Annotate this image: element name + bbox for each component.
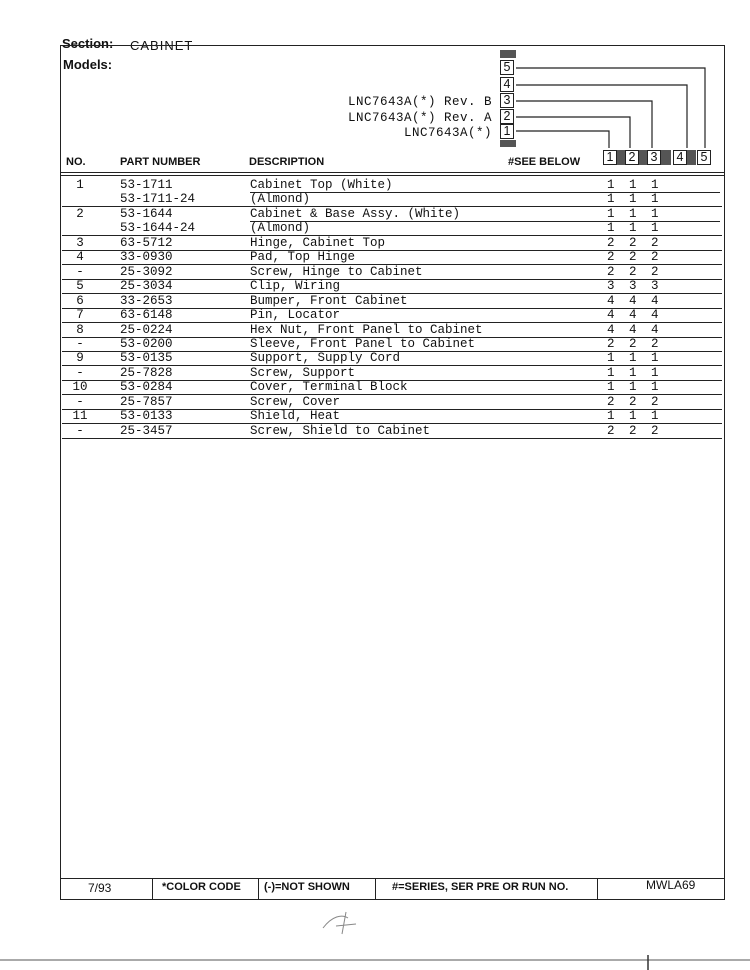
section-value: CABINET (130, 38, 194, 53)
row-qty-model-2: 1 (629, 380, 637, 395)
col-no-header: NO. (66, 156, 86, 168)
row-part-number: 53-0135 (120, 351, 173, 366)
row-description: Hex Nut, Front Panel to Cabinet (250, 322, 483, 337)
row-qty-model-3: 1 (651, 380, 659, 395)
row-qty-model-1: 2 (607, 264, 615, 279)
row-part-number: 33-0930 (120, 250, 173, 265)
model-box-3: 3 (500, 93, 514, 108)
row-qty-model-1: 4 (607, 308, 615, 323)
row-no: 2 (76, 206, 84, 221)
row-no: 5 (76, 279, 84, 294)
col-see-below-header: #SEE BELOW (508, 156, 581, 168)
row-description: Screw, Support (250, 365, 356, 380)
row-qty-model-2: 4 (629, 308, 637, 323)
col-part-header: PART NUMBER (120, 156, 201, 168)
row-no: 8 (76, 322, 84, 337)
row-no: 4 (76, 250, 84, 265)
row-qty-model-1: 4 (607, 322, 615, 337)
model-box-5: 5 (500, 60, 514, 75)
row-qty-model-3: 2 (651, 394, 659, 409)
row-qty-model-3: 4 (651, 293, 659, 308)
row-qty-model-3: 2 (651, 235, 659, 250)
row-description: Cabinet & Base Assy. (White) (250, 206, 461, 221)
row-qty-model-2: 2 (629, 235, 637, 250)
row-qty-model-2: 2 (629, 336, 637, 351)
row-qty-model-1: 1 (607, 178, 615, 192)
row-qty-model-2: 1 (629, 365, 637, 380)
row-qty-model-2: 2 (629, 394, 637, 409)
model-name-rev-b: LNC7643A(*) Rev. B (347, 95, 492, 109)
row-description: Clip, Wiring (250, 279, 341, 294)
row-qty-model-1: 1 (607, 409, 615, 424)
model-col-4: 4 (673, 150, 687, 165)
row-no: 11 (72, 409, 88, 424)
row-qty-model-1: 2 (607, 423, 615, 438)
model-name-base: LNC7643A(*) (403, 126, 492, 140)
row-part-number: 63-6148 (120, 308, 173, 323)
row-no: - (76, 365, 84, 380)
row-qty-model-1: 1 (607, 380, 615, 395)
model-col-5: 5 (697, 150, 711, 165)
row-no: 7 (76, 308, 84, 323)
row-no: - (76, 336, 84, 351)
row-no: 3 (76, 235, 84, 250)
row-part-number: 53-1644 (120, 206, 173, 221)
footer-color-code: *COLOR CODE (162, 881, 241, 893)
row-qty-model-1: 2 (607, 235, 615, 250)
row-qty-model-2: 1 (629, 221, 637, 236)
row-qty-model-3: 2 (651, 423, 659, 438)
row-description: (Almond) (250, 192, 311, 207)
row-qty-model-3: 4 (651, 308, 659, 323)
row-no: 9 (76, 351, 84, 366)
row-qty-model-1: 1 (607, 221, 615, 236)
row-qty-model-1: 2 (607, 394, 615, 409)
row-no: - (76, 423, 84, 438)
row-qty-model-3: 4 (651, 322, 659, 337)
section-label: Section: (62, 36, 114, 51)
row-description: Pad, Top Hinge (250, 250, 356, 265)
row-qty-model-2: 1 (629, 192, 637, 207)
row-qty-model-1: 3 (607, 279, 615, 294)
row-qty-model-1: 1 (607, 365, 615, 380)
row-part-number: 25-3092 (120, 264, 173, 279)
row-qty-model-3: 1 (651, 206, 659, 221)
row-description: Cover, Terminal Block (250, 380, 408, 395)
row-qty-model-1: 4 (607, 293, 615, 308)
row-description: Cabinet Top (White) (250, 178, 393, 192)
row-qty-model-3: 2 (651, 264, 659, 279)
row-qty-model-1: 2 (607, 250, 615, 265)
row-part-number: 53-0284 (120, 380, 173, 395)
col-desc-header: DESCRIPTION (249, 156, 325, 168)
row-qty-model-2: 1 (629, 409, 637, 424)
row-qty-model-3: 1 (651, 192, 659, 207)
row-part-number: 25-7857 (120, 394, 173, 409)
row-description: Hinge, Cabinet Top (250, 235, 386, 250)
row-part-number: 53-1711 (120, 178, 173, 192)
row-no: - (76, 264, 84, 279)
row-description: Bumper, Front Cabinet (250, 293, 408, 308)
row-no: 1 (76, 178, 84, 192)
row-description: Screw, Cover (250, 394, 341, 409)
model-box-4: 4 (500, 77, 514, 92)
model-col-1: 1 (603, 150, 617, 165)
row-qty-model-2: 1 (629, 351, 637, 366)
model-col-3: 3 (647, 150, 661, 165)
row-part-number: 53-1711-24 (120, 192, 196, 207)
footer-doc-number: MWLA69 (646, 878, 696, 892)
row-qty-model-2: 2 (629, 423, 637, 438)
row-part-number: 25-0224 (120, 322, 173, 337)
row-part-number: 53-1644-24 (120, 221, 196, 236)
row-no: 10 (72, 380, 88, 395)
model-box-2: 2 (500, 109, 514, 124)
row-qty-model-1: 2 (607, 336, 615, 351)
row-part-number: 53-0133 (120, 409, 173, 424)
row-part-number: 33-2653 (120, 293, 173, 308)
models-label: Models: (63, 57, 113, 72)
row-qty-model-3: 1 (651, 365, 659, 380)
footer-series-note: #=SERIES, SER PRE OR RUN NO. (392, 881, 569, 893)
row-qty-model-1: 1 (607, 192, 615, 207)
row-description: Sleeve, Front Panel to Cabinet (250, 336, 476, 351)
row-part-number: 25-3457 (120, 423, 173, 438)
model-box-1: 1 (500, 124, 514, 139)
row-part-number: 53-0200 (120, 336, 173, 351)
row-qty-model-3: 1 (651, 221, 659, 236)
row-description: Pin, Locator (250, 308, 341, 323)
row-no: - (76, 394, 84, 409)
model-col-2: 2 (625, 150, 639, 165)
row-description: (Almond) (250, 221, 311, 236)
footer-not-shown: (-)=NOT SHOWN (264, 881, 350, 893)
row-qty-model-2: 4 (629, 293, 637, 308)
row-qty-model-3: 1 (651, 178, 659, 192)
row-qty-model-3: 1 (651, 409, 659, 424)
row-qty-model-2: 1 (629, 178, 637, 192)
row-description: Screw, Shield to Cabinet (250, 423, 431, 438)
row-part-number: 63-5712 (120, 235, 173, 250)
row-description: Screw, Hinge to Cabinet (250, 264, 423, 279)
row-qty-model-1: 1 (607, 351, 615, 366)
model-name-rev-a: LNC7643A(*) Rev. A (347, 111, 492, 125)
row-description: Shield, Heat (250, 409, 341, 424)
row-qty-model-2: 1 (629, 206, 637, 221)
row-qty-model-2: 2 (629, 264, 637, 279)
row-qty-model-2: 3 (629, 279, 637, 294)
row-qty-model-3: 1 (651, 351, 659, 366)
row-qty-model-2: 2 (629, 250, 637, 265)
row-part-number: 25-7828 (120, 365, 173, 380)
row-part-number: 25-3034 (120, 279, 173, 294)
row-description: Support, Supply Cord (250, 351, 401, 366)
row-qty-model-3: 3 (651, 279, 659, 294)
row-qty-model-1: 1 (607, 206, 615, 221)
row-no: 6 (76, 293, 84, 308)
row-qty-model-2: 4 (629, 322, 637, 337)
footer-date: 7/93 (88, 881, 112, 895)
row-qty-model-3: 2 (651, 336, 659, 351)
row-qty-model-3: 2 (651, 250, 659, 265)
